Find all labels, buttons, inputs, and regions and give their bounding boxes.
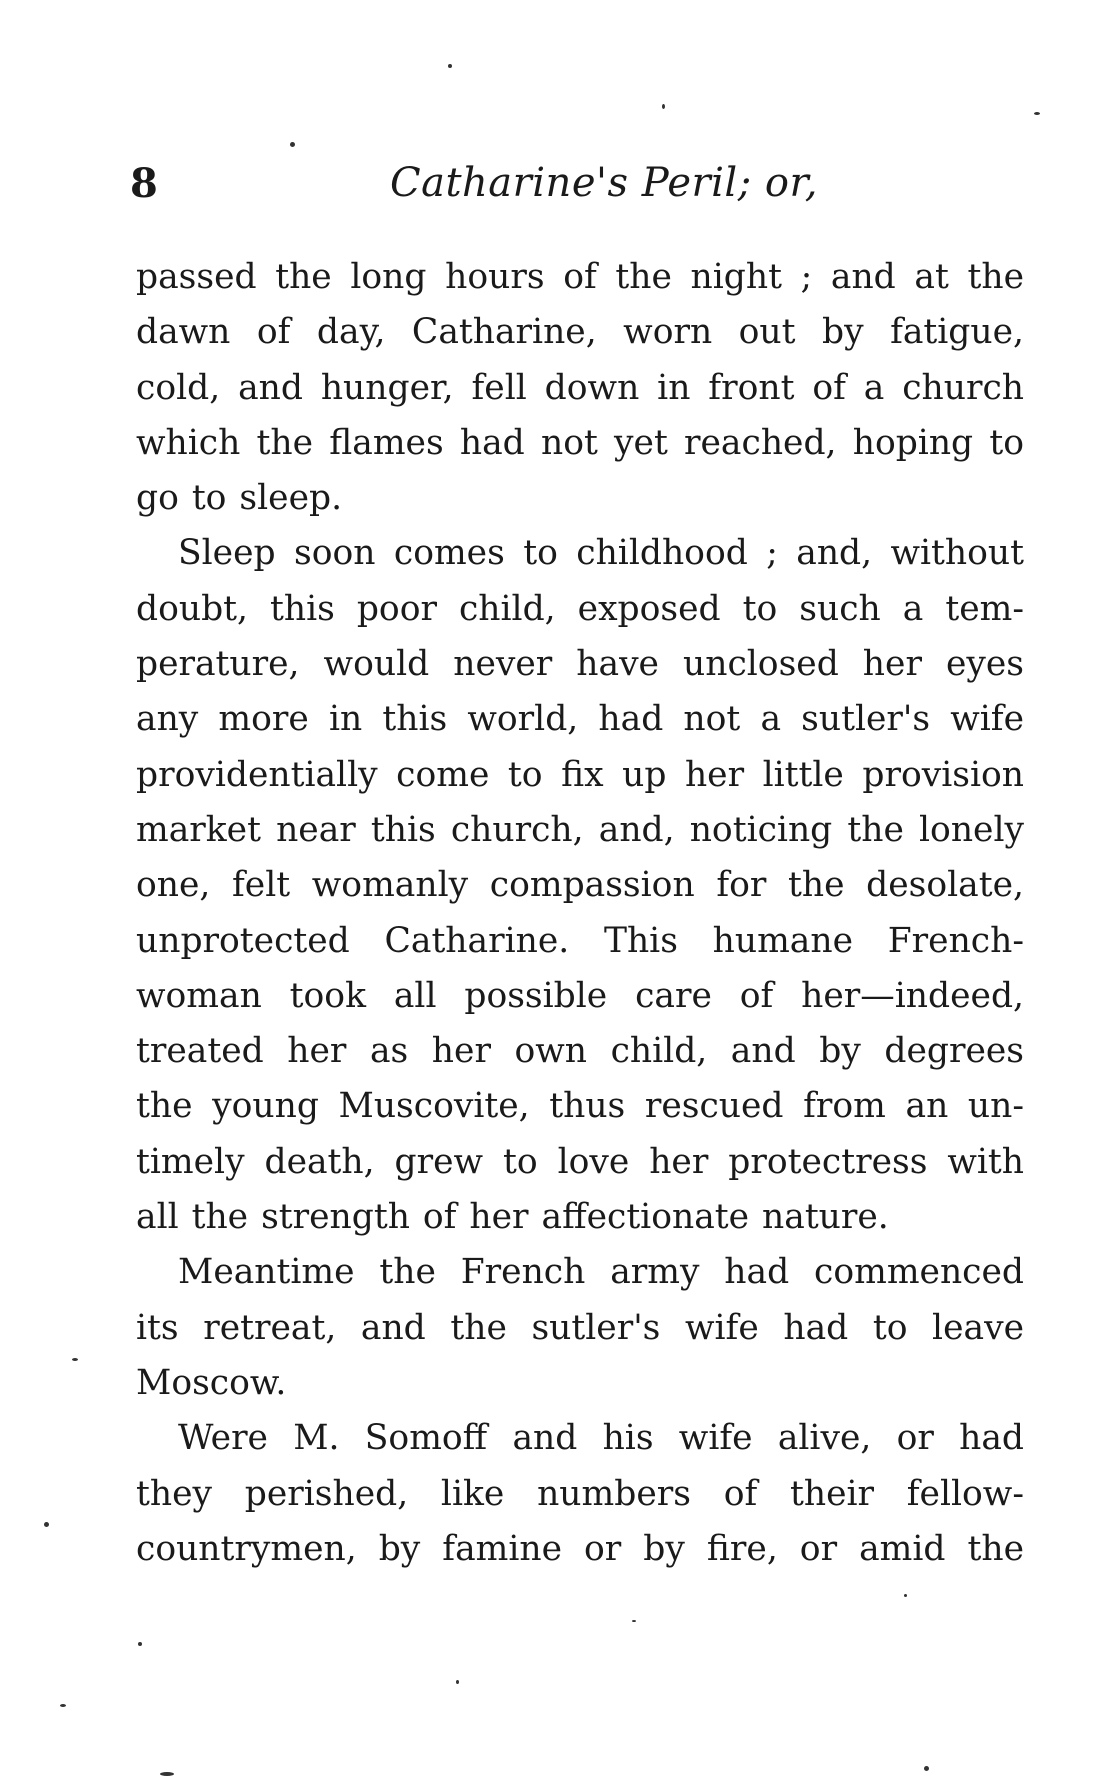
text-line: doubt, this poor child, exposed to such a tem- [136,588,1024,629]
scan-speck [290,142,295,147]
text-line: market near this church, and, noticing the lonely [136,809,1024,850]
text-line: timely death, grew to love her protectress with [136,1141,1024,1182]
text-line: all the strength of her affectionate nature. [136,1197,889,1238]
scan-speck [448,64,452,68]
text-line: its retreat, and the sutler's wife had to leave [136,1307,1024,1348]
scan-speck [1034,112,1040,115]
text-line: countrymen, by famine or by fire, or amid the [136,1528,1024,1569]
scan-speck [60,1704,66,1707]
text-line: the young Muscovite, thus rescued from an un- [136,1086,1024,1127]
scan-speck [72,1358,78,1361]
text-line: woman took all possible care of her—indeed, [136,975,1024,1016]
text-line: unprotected Catharine. This humane French- [136,920,1024,961]
text-line: cold, and hunger, fell down in front of a church [136,367,1024,408]
text-line: Moscow. [136,1362,287,1403]
text-line: go to sleep. [136,478,343,519]
text-line: Were M. Somoff and his wife alive, or had [178,1418,1024,1459]
scan-speck [632,1620,636,1622]
scan-speck [904,1594,907,1597]
running-title: Catharine's Peril; or, [390,160,818,206]
scan-speck [456,1680,459,1684]
text-line: providentially come to fix up her little provision [136,754,1024,795]
body-text [136,250,1024,1577]
text-line: they perished, like numbers of their fellow- [136,1473,1024,1514]
text-line: passed the long hours of the night ; and at the [136,257,1024,297]
page-header [130,160,1030,220]
scan-speck [160,1772,174,1776]
page-number: 8 [130,160,158,207]
text-line: Sleep soon comes to childhood ; and, without [178,533,1024,574]
text-line: perature, would never have unclosed her eyes [136,644,1024,685]
text-line: dawn of day, Catharine, worn out by fatigue, [136,312,1024,353]
scan-speck [662,104,665,109]
text-line: Meantime the French army had commenced [178,1252,1024,1293]
scan-speck [924,1766,929,1771]
text-line: any more in this world, had not a sutler's wife [136,699,1024,740]
scan-speck [44,1522,49,1527]
text-line: one, felt womanly compassion for the desolate, [136,865,1024,906]
text-line: treated her as her own child, and by degrees [136,1031,1024,1072]
text-line: which the flames had not yet reached, hoping to [136,422,1024,463]
scan-speck [138,1642,142,1646]
